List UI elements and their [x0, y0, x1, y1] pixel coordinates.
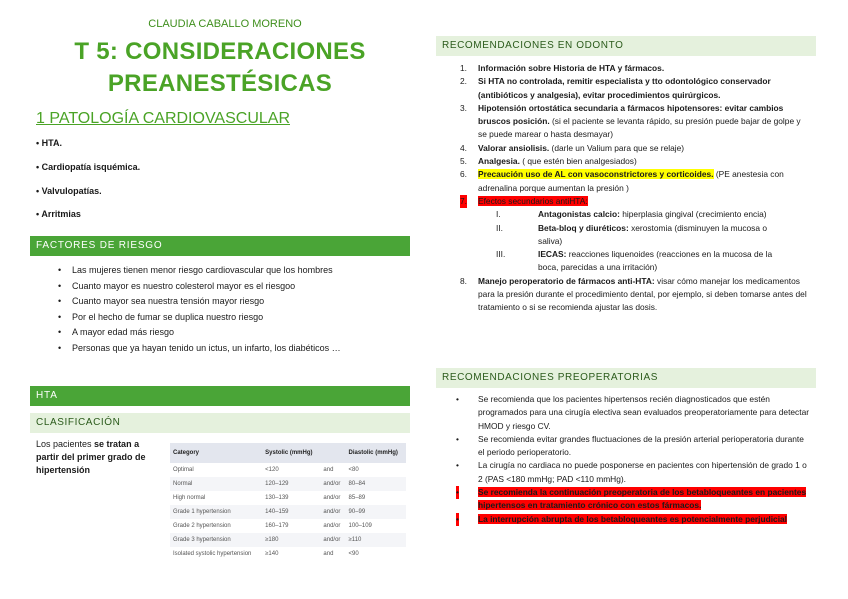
table-cell: 85–89 — [348, 495, 366, 501]
risk-factors-band: FACTORES DE RIESGO — [30, 236, 410, 256]
item-normal-text: hiperplasia gingival (crecimiento encia) — [619, 209, 767, 220]
table-row — [170, 505, 406, 519]
list-item: • Personas que ya hayan tenido un ictus, un infarto, los diabéticos … — [58, 343, 408, 359]
sub-list-item — [440, 208, 810, 221]
item-normal-text: (PE anestesia con adrenalina porque aumentan la presión ) — [478, 169, 784, 193]
table-header-cell: Systolic (mmHg) — [262, 443, 320, 463]
highlighted-text: Se recomienda la continuación preoperatoria de los betabloqueantes en pacientes hipertensos en tratamiento crónico con estos fármacos. — [478, 487, 807, 511]
table-header-cell: Category — [170, 443, 262, 463]
bp-classification-table — [170, 443, 406, 561]
item-number: 6. — [460, 169, 467, 180]
table-row — [170, 547, 406, 561]
table-cell: and/or — [320, 505, 345, 519]
list-item — [440, 433, 812, 460]
item-bold-text: Valorar ansiolisis. — [478, 142, 550, 153]
preop-recommendations-list — [440, 393, 812, 526]
item-number: I. — [496, 209, 501, 220]
item-normal-text: (si el paciente se levanta rápido, su presión puede bajar de golpe y se puede marear o hasta desmayar) — [478, 116, 801, 140]
table-header-cell: Diastolic (mmHg) — [346, 443, 406, 463]
bullet-icon: • — [456, 460, 459, 471]
risk-factors-list — [58, 265, 408, 359]
section-heading-cardiovascular: 1 PATOLOGÍA CARDIOVASCULAR — [36, 110, 290, 127]
item-bold-text: IECAS: — [538, 249, 567, 260]
item-number: 7. — [460, 195, 467, 208]
table-header-row — [170, 443, 406, 463]
item-text: La cirugía no cardiaca no puede posponerse en pacientes con hipertensión de grado 1 o 2 (PAS <180 mmHg; PAD <110 mmHg). — [478, 460, 807, 484]
table-cell: <90 — [348, 551, 359, 557]
bullet-icon: • — [456, 513, 459, 526]
list-item — [440, 195, 810, 275]
item-normal-text: ( que estén bien analgesiados) — [519, 156, 637, 167]
list-item — [440, 486, 812, 513]
list-item: • Arritmias — [36, 209, 81, 220]
item-number: 1. — [460, 63, 467, 73]
classification-band: CLASIFICACIÓN — [30, 413, 410, 433]
list-item: • Cuanto mayor es nuestro colesterol mayor es el riesgoo — [58, 281, 408, 297]
table-cell: and — [323, 467, 334, 473]
author-name: CLAUDIA CABALLO MORENO — [148, 18, 302, 30]
item-number: 8. — [460, 275, 467, 286]
item-number: III. — [496, 249, 506, 260]
list-item: • Cuanto mayor sea nuestra tensión mayor riesgo — [58, 296, 408, 312]
table-cell: and — [323, 551, 334, 557]
preop-recommendations-band: RECOMENDACIONES PREOPERATORIAS — [436, 368, 816, 388]
odonto-recommendations-list — [440, 62, 810, 315]
table-cell: <120 — [265, 467, 279, 473]
table-row — [170, 519, 406, 533]
item-number: 4. — [460, 142, 467, 153]
pathology-list — [36, 138, 396, 233]
title-line-2: PREANESTÉSICAS — [107, 70, 333, 97]
table-cell: Optimal — [173, 467, 194, 473]
item-bold-text: Beta-bloq y diuréticos: — [538, 222, 629, 233]
list-item — [440, 393, 812, 433]
item-text: Se recomienda evitar grandes fluctuaciones de la presión arterial perioperatoria durante el periodo perioperatorio. — [478, 433, 804, 458]
sub-list — [440, 208, 810, 274]
table-row — [170, 463, 406, 477]
table-row — [170, 533, 406, 547]
sub-list-item — [440, 248, 810, 275]
list-item: • A mayor edad más riesgo — [58, 327, 408, 343]
classification-note — [36, 438, 156, 477]
list-item — [440, 102, 810, 142]
table-cell: 130–139 — [265, 495, 289, 501]
table-cell: Isolated systolic hypertension — [173, 551, 252, 557]
table-cell: Grade 1 hypertension — [170, 505, 262, 519]
title-line-1: T 5: CONSIDERACIONES — [74, 38, 366, 65]
list-item — [440, 168, 810, 195]
highlighted-text: Precaución uso de AL con vasoconstrictores y corticoides. — [478, 169, 714, 180]
item-number: 5. — [460, 156, 467, 167]
table-cell: and/or — [320, 477, 345, 491]
table-cell: 100–109 — [348, 523, 372, 529]
table-cell: and/or — [323, 523, 341, 529]
note-normal-text: Los pacientes — [36, 439, 95, 449]
table-header-cell — [320, 443, 345, 463]
bullet-icon: • — [456, 486, 459, 499]
list-item — [440, 155, 810, 168]
list-item: • Valvulopatías. — [36, 185, 102, 196]
table-cell: ≥110 — [346, 533, 406, 547]
odonto-recommendations-band: RECOMENDACIONES EN ODONTO — [436, 36, 816, 56]
table-cell: Normal — [170, 477, 262, 491]
bullet-icon: • — [456, 433, 459, 444]
highlighted-text: La interrupción abrupta de los betabloqueantes es potencialmente perjudicial — [478, 513, 788, 524]
list-item — [440, 275, 810, 315]
item-normal-text: xerostomia (disminuyen la mucosa o saliva) — [538, 222, 767, 246]
item-number: 2. — [460, 76, 467, 87]
item-normal-text: reacciones liquenoides (reacciones en la mucosa de la boca, parecidas a una irritación) — [538, 249, 773, 273]
item-normal-text: visar cómo manejar los medicamentos para la presión durante el procedimiento dental, por ejemplo, si deben tomarse antes del tratamiento o si se recomienda ajustar las dosis. — [478, 275, 807, 313]
table-cell: 140–159 — [262, 505, 320, 519]
sub-list-item — [440, 222, 810, 249]
item-bold-text: Analgesia. — [478, 156, 520, 167]
table-cell: Grade 3 hypertension — [170, 533, 262, 547]
item-bold-text: Si HTA no controlada, remitir especialista y tto odontológico conservador (antibióticos y analgesia), evitar procedimientos quirúrgicos. — [478, 76, 771, 100]
table-cell: ≥180 — [262, 533, 320, 547]
table-cell: 80–84 — [346, 477, 406, 491]
note-bold-text: se tratan a partir del primer grado de hipertensión — [36, 439, 146, 475]
list-item — [440, 513, 812, 526]
list-item — [440, 459, 812, 486]
table-cell: <80 — [348, 467, 359, 473]
hta-band: HTA — [30, 386, 410, 406]
table-cell: High normal — [173, 495, 206, 501]
table-cell: 160–179 — [265, 523, 289, 529]
item-number: II. — [496, 222, 503, 233]
table-cell: Grade 2 hypertension — [173, 523, 231, 529]
table-cell: ≥140 — [265, 551, 279, 557]
list-item: • Por el hecho de fumar se duplica nuestro riesgo — [58, 312, 408, 328]
highlighted-text: Efectos secundarios antiHTA: — [478, 195, 588, 206]
list-item: • HTA. — [36, 138, 62, 148]
list-item — [440, 142, 810, 155]
table-cell: and/or — [323, 495, 341, 501]
table-row — [170, 491, 406, 505]
item-bold-text: Hipotensión ortostática secundaria a fármacos hipotensores: evitar cambios bruscos posición. — [478, 102, 784, 127]
item-bold-text: Antagonistas calcio: — [538, 209, 620, 220]
page-title — [60, 36, 380, 100]
list-item — [440, 75, 810, 102]
list-item: • Cardiopatía isquémica. — [36, 161, 141, 172]
bullet-icon: • — [456, 394, 459, 404]
item-text: Se recomienda que los pacientes hipertensos recién diagnosticados que estén programados para una cirugía electiva sean evaluados preoperatoriamente para detectar HMOD y riesgo CV. — [478, 394, 810, 431]
list-item — [440, 62, 810, 75]
item-normal-text: (darle un Valium para que se relaje) — [549, 142, 685, 153]
table-row — [170, 477, 406, 491]
item-bold-text: Información sobre Historia de HTA y fármacos. — [478, 63, 665, 73]
list-item: • Las mujeres tienen menor riesgo cardiovascular que los hombres — [58, 265, 408, 281]
item-number: 3. — [460, 102, 467, 113]
table-cell: 120–129 — [262, 477, 320, 491]
table-cell: and/or — [320, 533, 345, 547]
table-cell: 90–99 — [346, 505, 406, 519]
item-bold-text: Manejo peroperatorio de fármacos anti-HTA: — [478, 275, 655, 286]
